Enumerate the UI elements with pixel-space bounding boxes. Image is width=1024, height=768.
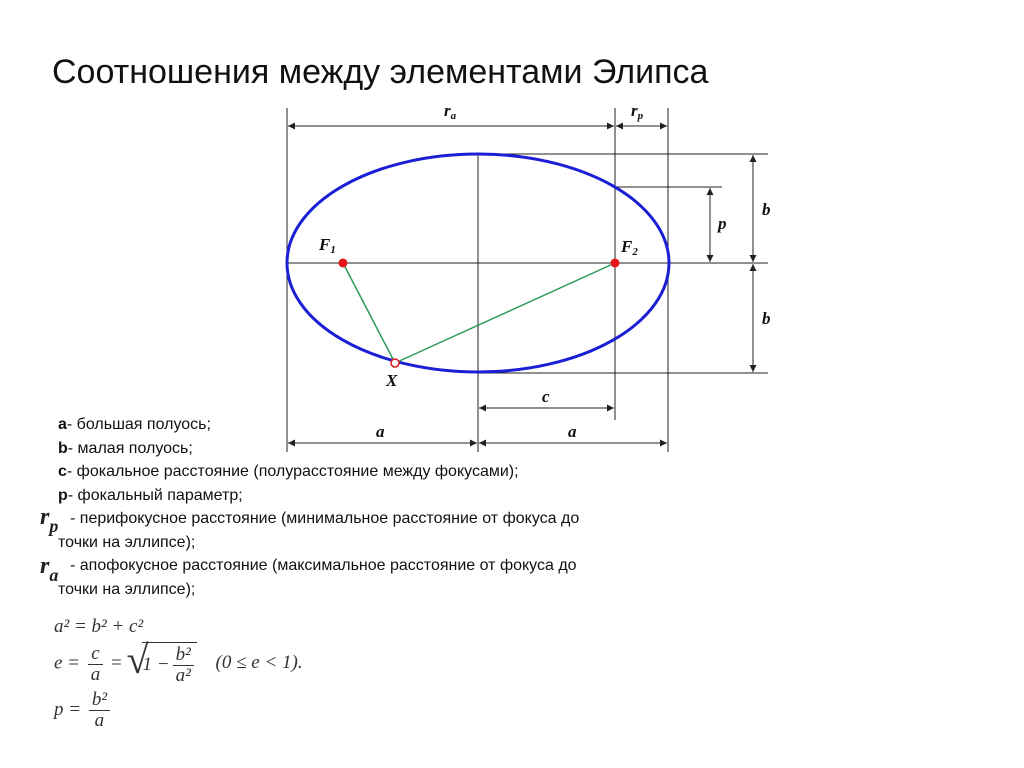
focus-f1-dot <box>339 259 348 268</box>
label-p: p <box>718 214 727 233</box>
focus-f2-dot <box>611 259 620 268</box>
legend-item-ra-cont: точки на эллипсе); <box>58 580 196 598</box>
legend-item-ra: - апофокусное расстояние (максимальное расстояние от фокуса до <box>70 557 577 574</box>
formula-eccentricity: e = $\frac{c}{a}$ = √ 1 − $\frac{\text{b²}}{\text{a²}}$ (0 ≤ e < 1). <box>54 637 303 686</box>
legend-item-rp-cont: точки на эллипсе); <box>58 533 196 551</box>
focal-line-f1 <box>343 263 395 363</box>
formula-p: p = $\frac{\text{b²}}{a}$ <box>54 690 113 731</box>
legend-item-rp: - перифокусное расстояние (минимальное расстояние от фокуса до <box>70 510 580 527</box>
legend-item-c: c- фокальное расстояние (полурасстояние между фокусами); <box>58 463 519 480</box>
label-a-left: a <box>376 422 385 441</box>
focal-line-f2 <box>395 263 615 363</box>
label-f2: F2 <box>621 237 638 258</box>
page-title: Соотношения между элементами Элипса <box>52 53 709 91</box>
label-b-top: b <box>762 200 771 219</box>
label-b-bottom: b <box>762 309 771 328</box>
label-rp: rp <box>631 101 644 122</box>
legend <box>58 413 678 601</box>
legend-item-b: b- малая полуось; <box>58 439 193 457</box>
label-f1: F1 <box>319 235 336 256</box>
ra-symbol: $r_a$ <box>40 553 59 585</box>
rp-symbol: $r_p$ <box>40 504 59 536</box>
formula-abc: a² = b² + c² <box>54 616 144 637</box>
sqrt-expression: √ 1 − $\frac{\text{b²}}{\text{a²}}$ <box>126 642 196 686</box>
legend-item-a: a- большая полуось; <box>58 416 211 433</box>
frac-c-over-a: $\frac{c}{a}$ <box>88 644 104 685</box>
point-x-dot <box>391 359 399 367</box>
label-ra: ra <box>444 101 457 122</box>
legend-item-p: p- фокальный параметр; <box>58 486 243 504</box>
label-c: c <box>542 387 550 406</box>
label-x: X <box>386 371 398 390</box>
label-a-right: a <box>568 422 577 441</box>
frac-b2-over-a: $\frac{\text{b²}}{a}$ <box>89 690 110 731</box>
